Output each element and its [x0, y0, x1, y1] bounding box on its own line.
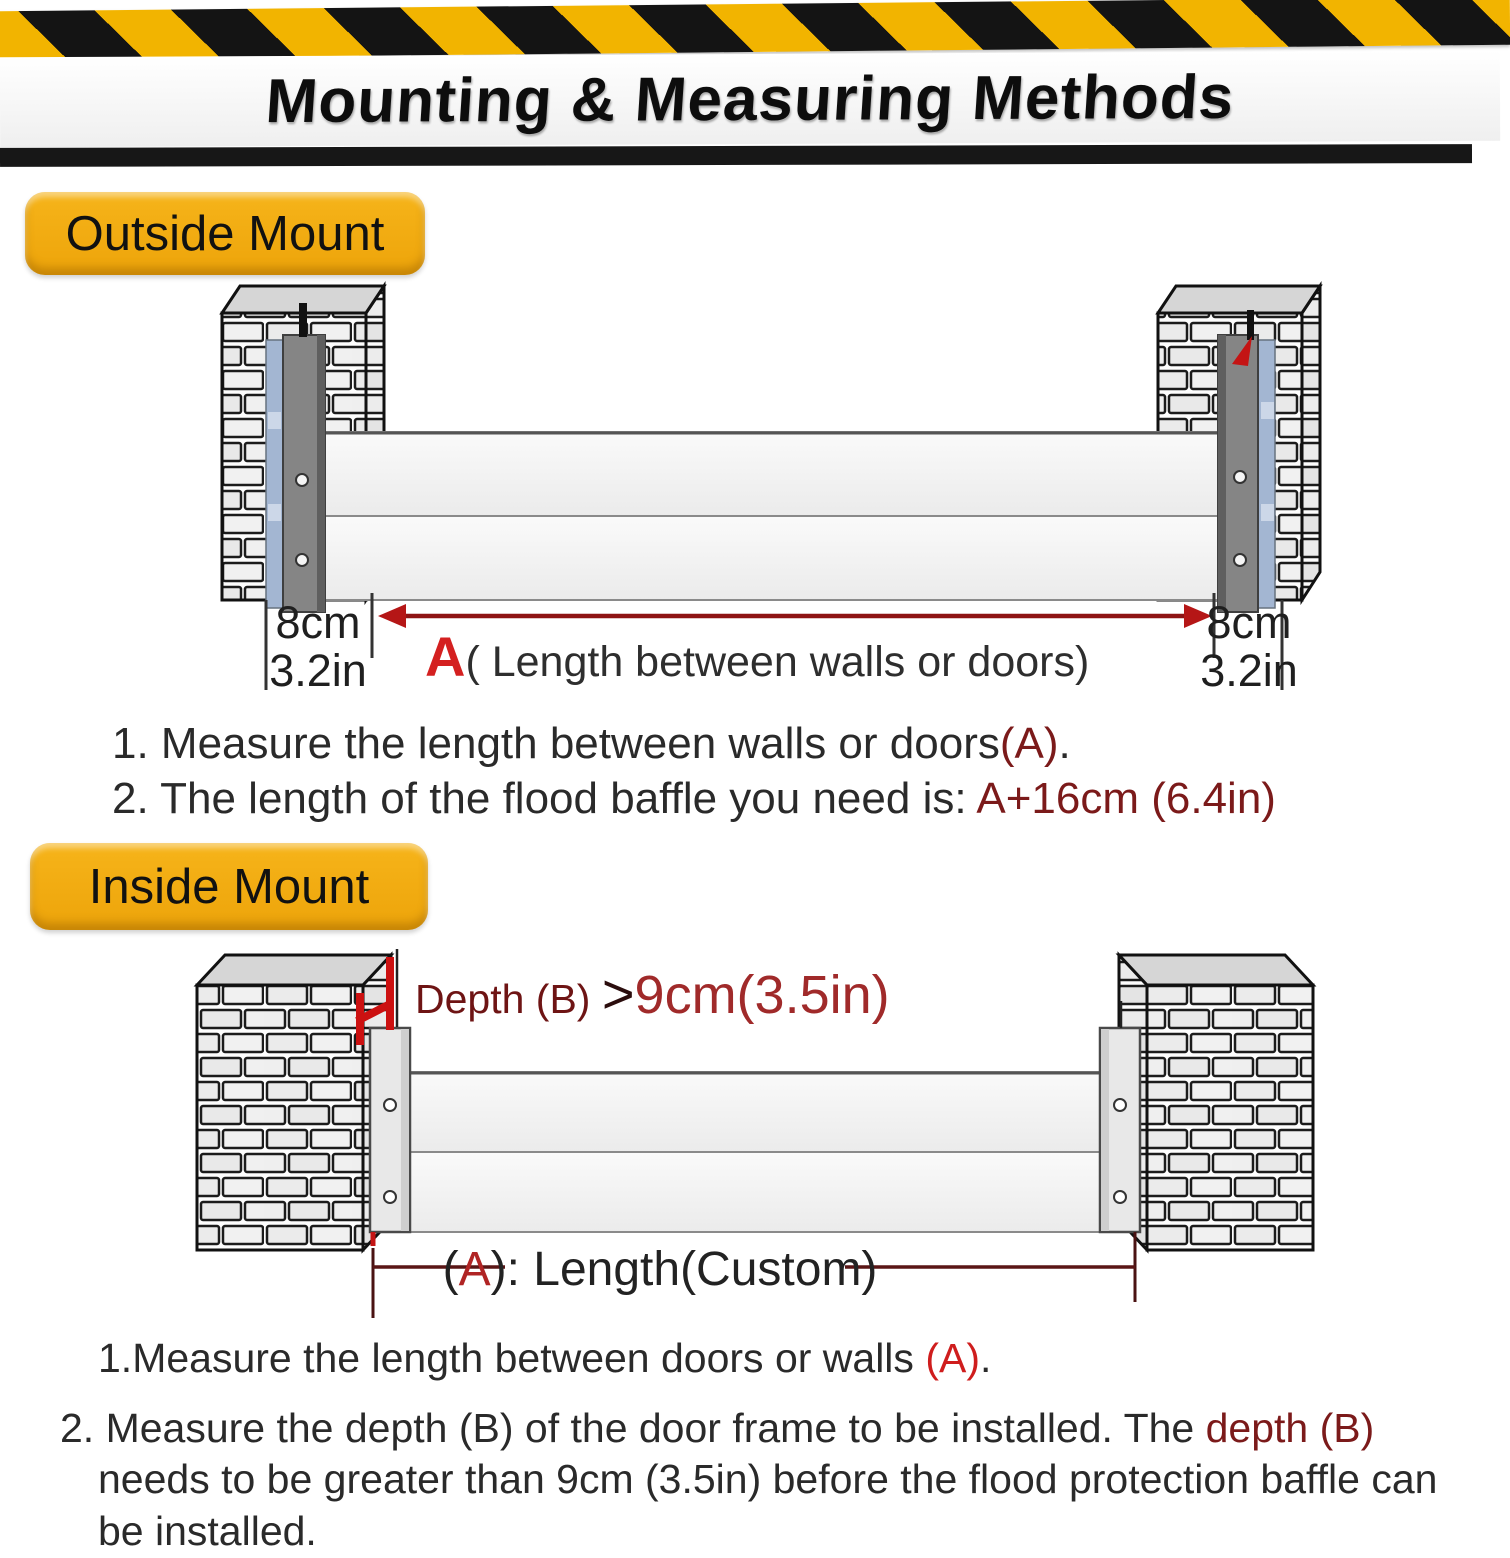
inside-step-2: 2. Measure the depth (B) of the door frame to be installed. The depth (B) needs to be greater than 9cm (3.5in) before the flood protection baffle can be installed.: [60, 1404, 1438, 1554]
flood-barrier: [410, 1072, 1100, 1232]
depth-callout: [357, 949, 890, 1045]
bracket-edge: [401, 1029, 409, 1231]
barrier-panel-bottom: [325, 516, 1218, 600]
length-label: (A): Length(Custom): [442, 1243, 878, 1296]
pillar-top-face: [1119, 955, 1313, 985]
barrier-panel-bottom: [410, 1152, 1100, 1232]
outside-left-bracket: [266, 303, 325, 612]
screw-hole: [1114, 1191, 1126, 1203]
outside-right-bracket: [1218, 310, 1275, 612]
seal-tab: [268, 504, 281, 521]
seal-strip: [266, 340, 283, 608]
anchor-rod: [299, 303, 307, 337]
outside-dimensions: [266, 593, 1298, 696]
dim-right-cm: 8cm: [1206, 597, 1292, 648]
depth-label: Depth (B) >9cm(3.5in): [415, 962, 890, 1025]
inside-left-bracket: [370, 1003, 410, 1246]
seal-tab: [268, 412, 281, 429]
barrier-panel-top: [410, 1072, 1100, 1152]
screw-hole: [296, 554, 308, 566]
inside-step-1: 1.Measure the length between doors or walls (A).: [98, 1335, 992, 1381]
inside-dimensions: [373, 1232, 1135, 1318]
barrier-panel-top: [325, 432, 1218, 516]
pillar-top-face: [1158, 286, 1320, 313]
inside-right-pillar: [1119, 955, 1313, 1250]
inside-right-bracket: [1100, 1001, 1140, 1232]
pillar-side-face: [1302, 286, 1320, 600]
dim-right-in: 3.2in: [1200, 645, 1298, 696]
bracket-edge: [1101, 1029, 1109, 1231]
pillar-top-face: [197, 955, 391, 985]
hazard-stripe-banner: [0, 0, 1510, 59]
outside-mount-diagram: [0, 272, 1500, 717]
outside-mount-steps: [112, 716, 1482, 827]
outside-mount-badge-label: Outside Mount: [65, 206, 385, 261]
bracket-edge: [317, 335, 325, 612]
seal-strip: [1258, 340, 1275, 608]
flood-barrier: [325, 432, 1218, 600]
outside-step-2: 2. The length of the flood baffle you need is: A+16cm (6.4in): [112, 774, 1276, 824]
inside-mount-badge: [30, 843, 428, 930]
title-band: [0, 51, 1500, 148]
screw-hole: [1234, 471, 1246, 483]
dim-left-in: 3.2in: [269, 645, 367, 696]
inside-mount-badge-label: Inside Mount: [88, 859, 370, 914]
screw-hole: [296, 474, 308, 486]
screw-hole: [1234, 554, 1246, 566]
pillar-front-face: [197, 985, 363, 1250]
page-title: Mounting & Measuring Methods: [263, 62, 1237, 136]
screw-hole: [384, 1191, 396, 1203]
inside-mount-steps: [60, 1333, 1472, 1558]
span-label: A( Length between walls or doors): [425, 625, 1090, 688]
pillar-front-face: [1147, 985, 1313, 1250]
anchor-rod: [1247, 310, 1254, 340]
header-divider-bar: [0, 144, 1472, 167]
arrowhead-left-icon: [378, 604, 406, 628]
inside-mount-diagram: [0, 935, 1500, 1335]
outside-mount-badge: [25, 192, 425, 275]
screw-hole: [1114, 1099, 1126, 1111]
bracket-edge: [1218, 335, 1226, 612]
outside-step-1: 1. Measure the length between walls or doors(A).: [112, 719, 1071, 768]
seal-tab: [1261, 402, 1274, 419]
seal-tab: [1261, 504, 1274, 521]
dim-left-cm: 8cm: [275, 597, 361, 648]
screw-hole: [384, 1099, 396, 1111]
